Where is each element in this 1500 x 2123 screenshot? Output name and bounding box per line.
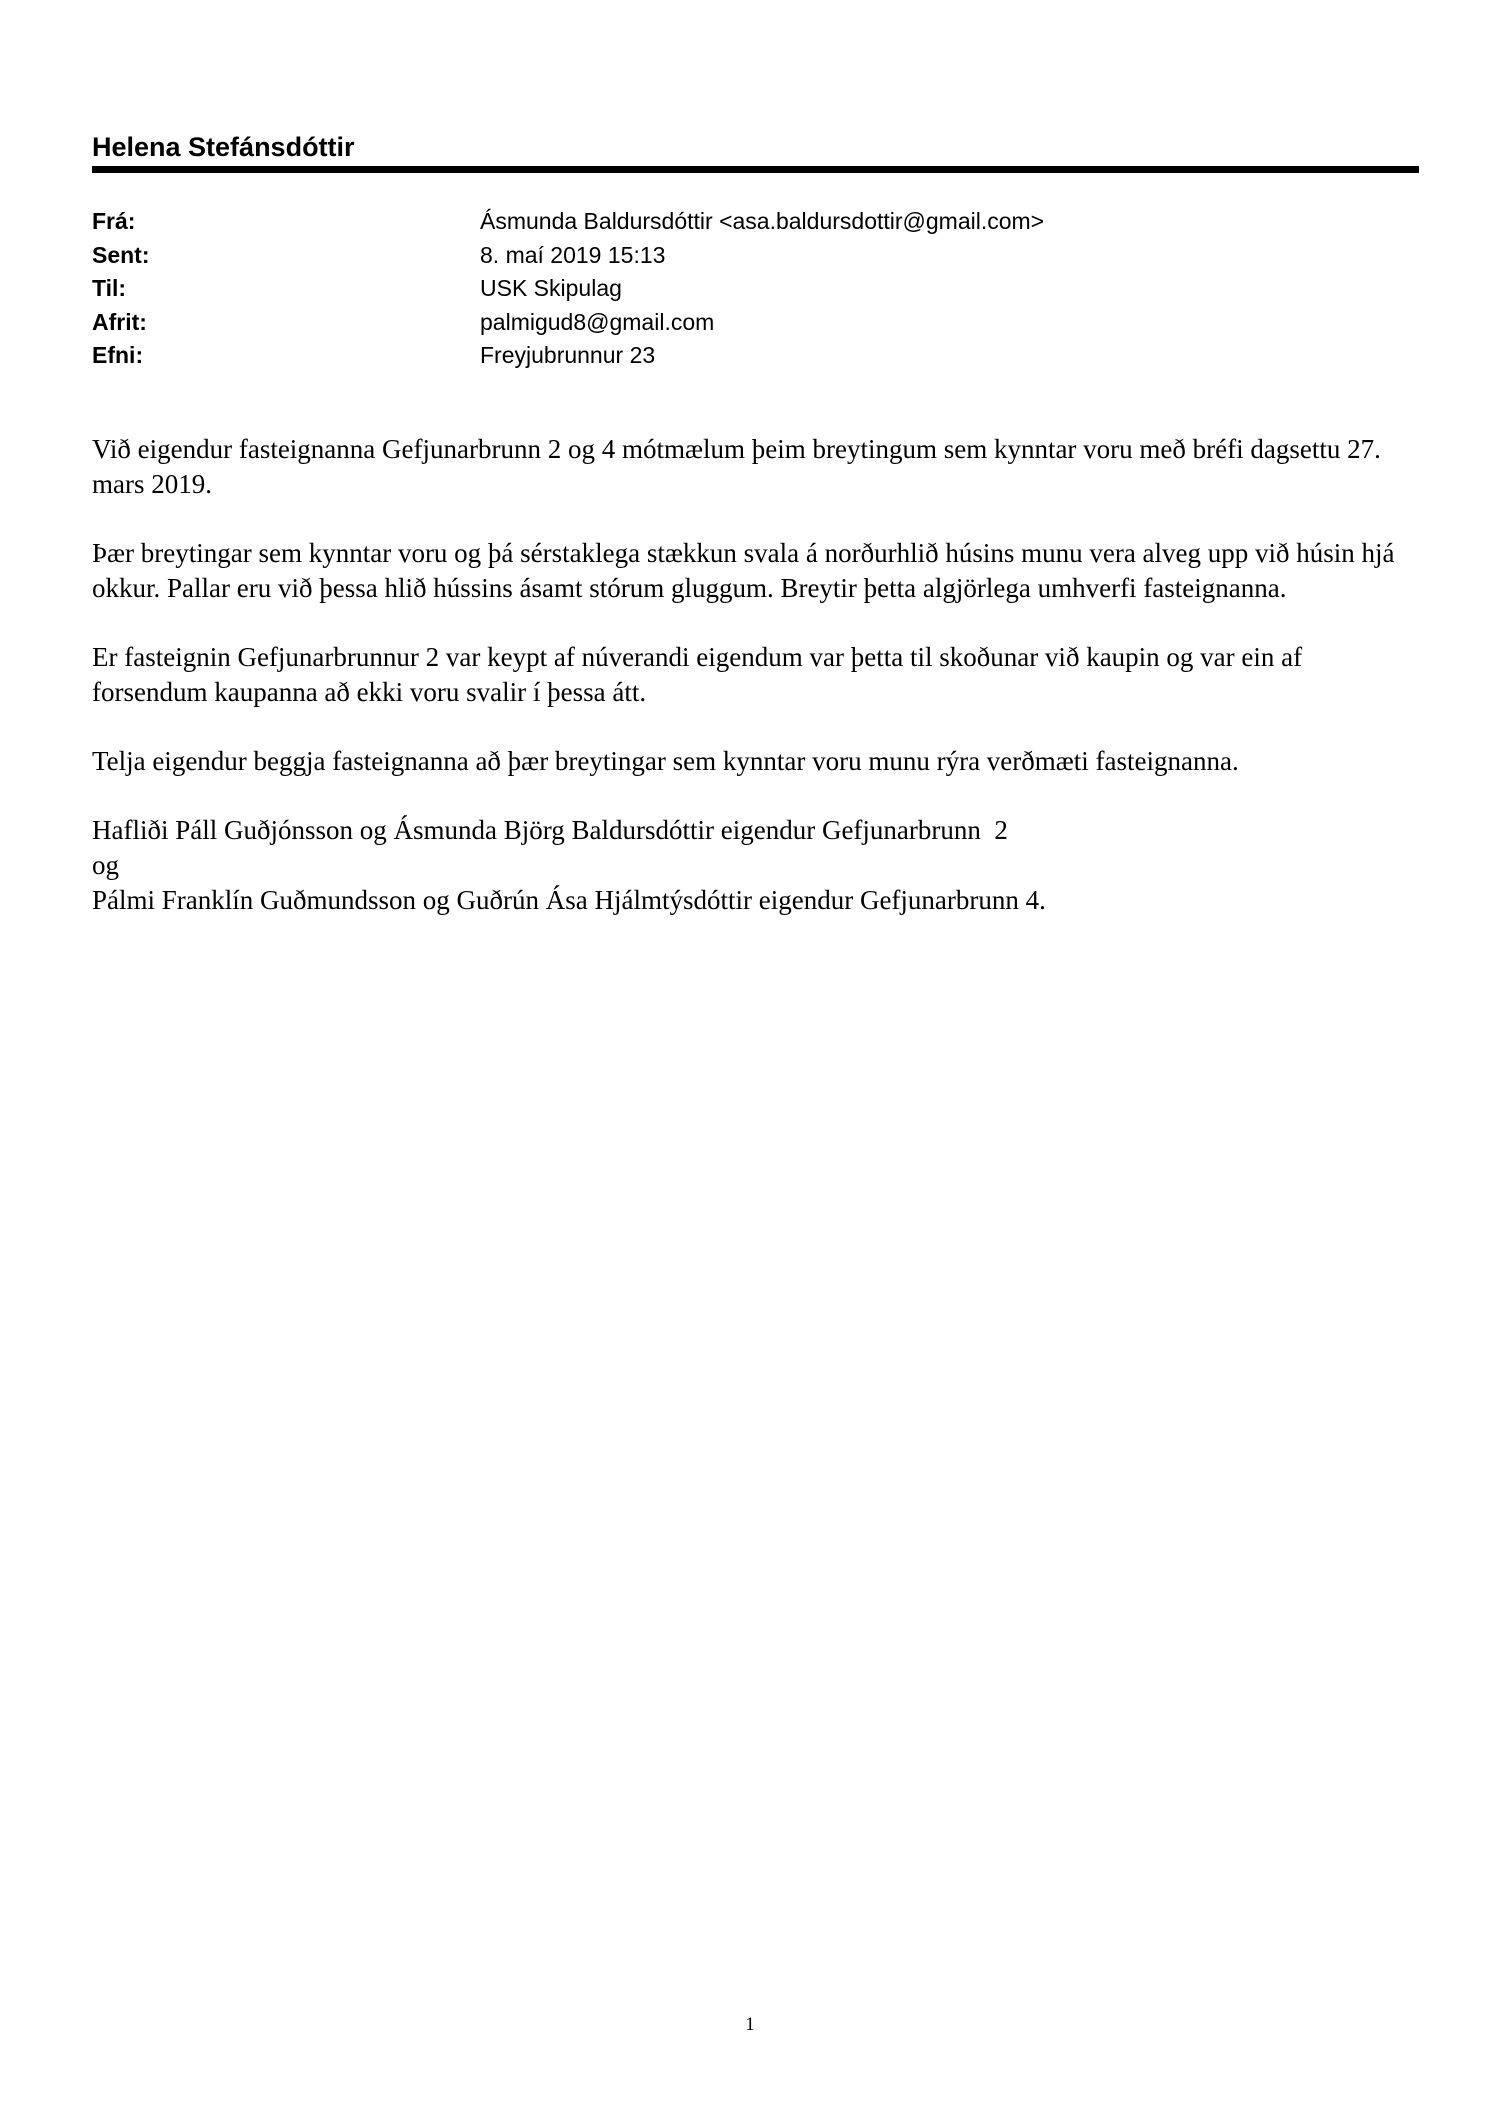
header-label-sent: Sent:	[92, 241, 150, 268]
header-rule	[92, 166, 1419, 173]
mailbox-owner-name: Helena Stefánsdóttir	[92, 132, 355, 162]
signature-line: og	[92, 850, 119, 880]
signature-block	[92, 813, 1422, 918]
page-number: 1	[745, 2014, 755, 2035]
signature-line: Pálmi Franklín Guðmundsson og Guðrún Ása Hjálmtýsdóttir eigendur Gefjunarbrunn 4.	[92, 885, 1046, 915]
header-value-subject: Freyjubrunnur 23	[480, 342, 656, 368]
body-paragraph: Telja eigendur beggja fasteignanna að þær breytingar sem kynntar voru munu rýra verðmæti fasteignanna.	[92, 746, 1239, 776]
body-paragraph: Við eigendur fasteignanna Gefjunarbrunn 2 og 4 mótmælum þeim breytingum sem kynntar voru með bréfi dagsettu 27. mars 2019.	[92, 434, 1381, 499]
header-label-to: Til:	[92, 275, 127, 301]
header-value-sent: 8. maí 2019 15:13	[480, 241, 666, 268]
body-paragraph: Er fasteignin Gefjunarbrunnur 2 var keypt af núverandi eigendum var þetta til skoðunar við kaupin og var ein af forsendum kaupanna að ekki voru svalir í þessa átt.	[92, 642, 1303, 707]
header-row-sent	[92, 239, 1419, 273]
header-value-from: Ásmunda Baldursdóttir <asa.baldursdottir@gmail.com>	[480, 208, 1045, 234]
header-value-to: USK Skipulag	[480, 275, 622, 301]
header-row-cc	[92, 306, 1419, 340]
header-row-to	[92, 272, 1419, 306]
email-body	[92, 432, 1422, 918]
header-row-subject	[92, 339, 1419, 373]
header-label-subject: Efni:	[92, 342, 144, 368]
header-label-cc: Afrit:	[92, 308, 147, 335]
header-row-from	[92, 205, 1419, 239]
signature-line: Hafliði Páll Guðjónsson og Ásmunda Björg Baldursdóttir eigendur Gefjunarbrunn 2	[92, 815, 1008, 845]
email-headers	[92, 205, 1419, 373]
body-paragraph: Þær breytingar sem kynntar voru og þá sérstaklega stækkun svala á norðurhlið húsins munu vera alveg upp við húsin hjá okkur. Pallar eru við þessa hlið hússins ásamt stórum gluggum. Breytir þetta algjörlega umhverfi fasteignanna.	[92, 538, 1395, 603]
header-value-cc: palmigud8@gmail.com	[480, 308, 715, 335]
header-label-from: Frá:	[92, 208, 136, 234]
